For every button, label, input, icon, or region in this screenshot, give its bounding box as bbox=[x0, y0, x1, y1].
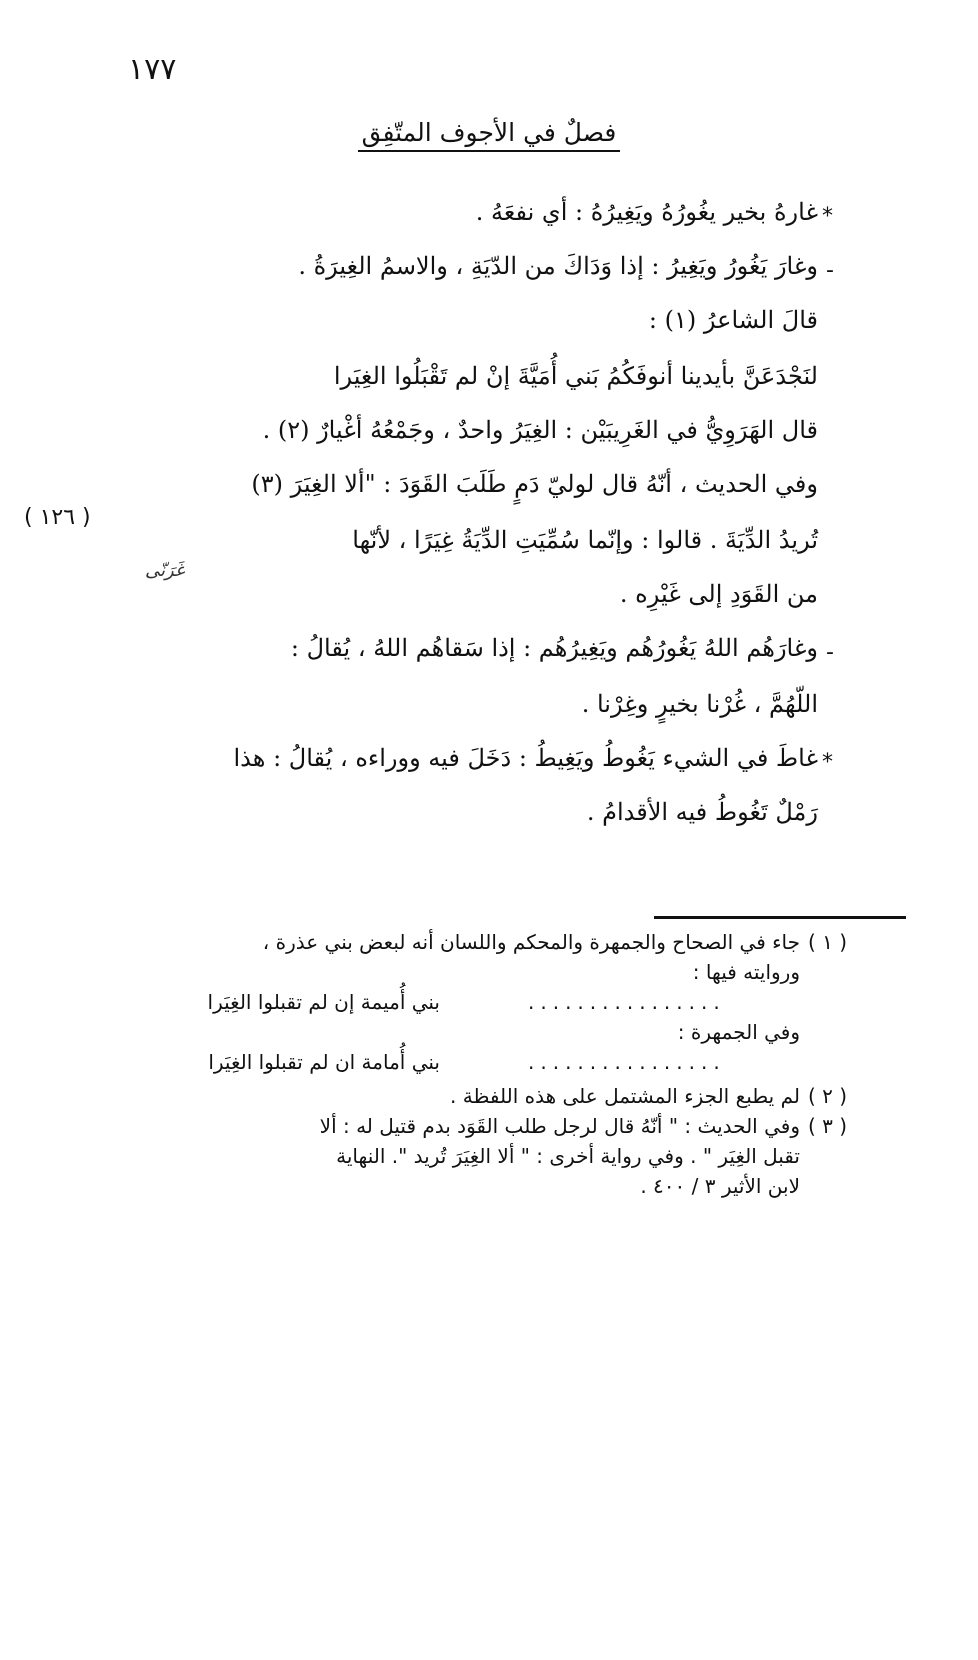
section-title-text: فصلٌ في الأجوف المتّفِق bbox=[358, 118, 621, 152]
entry-line: اللّهُمَّ ، غُرْنا بخيرٍ وغِرْنا . bbox=[581, 690, 818, 718]
entry-marker: - bbox=[826, 258, 834, 283]
footnote-number: ( ٢ ) bbox=[808, 1084, 848, 1108]
handwritten-margin-note: غَرَنّى bbox=[145, 560, 185, 581]
entry-line: وفي الحديث ، أنّهُ قال لوليّ دَمٍ طَلَبَ القَوَدَ : "ألا الغِيَرَ (٣) bbox=[251, 470, 818, 498]
footnote-dots: ................ bbox=[528, 990, 726, 1014]
entry-line: غاطَ في الشيء يَغُوطُ ويَغِيطُ : دَخَلَ فيه ووراءه ، يُقالُ : هذا bbox=[233, 744, 818, 772]
footnote-line: بني أُمامة ان لم تقبلوا الغِيَرا bbox=[208, 1050, 440, 1074]
section-title bbox=[0, 118, 978, 147]
footnote-number: ( ١ ) bbox=[808, 930, 848, 954]
entry-marker: - bbox=[826, 640, 834, 665]
footnote-dots: ................ bbox=[528, 1050, 726, 1074]
footnote-separator bbox=[654, 916, 906, 919]
footnote-line: وفي الحديث : " أنّهُ قال لرجل طلب القَوَد بدم قتيل له : ألا bbox=[319, 1114, 800, 1138]
footnote-line: تقبل الغِيَر " . وفي رواية أخرى : " ألا الغِيَرَ تُريد ". النهاية bbox=[336, 1144, 800, 1168]
footnote-line: لابن الأثير ٣ / ٤٠٠ . bbox=[640, 1174, 800, 1198]
entry-line: غارهُ بخير يغُورُهُ ويَغِيرُهُ : أي نفعَهُ . bbox=[475, 198, 818, 226]
footnote-line: جاء في الصحاح والجمهرة والمحكم واللسان أنه لبعض بني عذرة ، bbox=[262, 930, 800, 954]
footnote-line: بني أُميمة إن لم تقبلوا الغِيَرا bbox=[207, 990, 440, 1014]
footnote-number: ( ٣ ) bbox=[808, 1114, 848, 1138]
entry-line: من القَوَدِ إلى غَيْرِه . bbox=[619, 580, 818, 608]
margin-number: ( ١٢٦ ) bbox=[24, 505, 91, 530]
footnote-line: وروايته فيها : bbox=[692, 960, 800, 984]
verse-line: لنَجْدَعَنَّ بأيدينا أنوفَكُمُ بَني أُمَيَّةَ إنْ لم تَقْبَلُوا الغِيَرا bbox=[333, 362, 818, 390]
footnote-line: لم يطبع الجزء المشتمل على هذه اللفظة . bbox=[450, 1084, 800, 1108]
entry-marker: * bbox=[822, 750, 833, 775]
entry-line: رَمْلٌ تَغُوطُ فيه الأقدامُ . bbox=[586, 798, 818, 826]
entry-line: قالَ الشاعرُ (١) : bbox=[648, 306, 818, 334]
footnote-line: وفي الجمهرة : bbox=[677, 1020, 800, 1044]
entry-line: تُريدُ الدِّيَةَ . قالوا : وإنّما سُمِّيَتِ الدِّيَةُ غِيَرًا ، لأنّها bbox=[352, 526, 818, 554]
entry-line: وغارَ يَغُورُ ويَغِيرُ : إذا وَدَاكَ من الدّيَةِ ، والاسمُ الغِيرَةُ . bbox=[298, 252, 818, 280]
entry-marker: * bbox=[822, 204, 833, 229]
entry-line: قال الهَرَوِيُّ في الغَرِيبَيْن : الغِيَرُ واحدٌ ، وجَمْعُهُ أغْيارٌ (٢) . bbox=[262, 416, 818, 444]
entry-line: وغارَهُم اللهُ يَغُورُهُم ويَغِيرُهُم : إذا سَقاهُم اللهُ ، يُقالُ : bbox=[290, 634, 818, 662]
page-number: ١٧٧ bbox=[128, 52, 177, 87]
